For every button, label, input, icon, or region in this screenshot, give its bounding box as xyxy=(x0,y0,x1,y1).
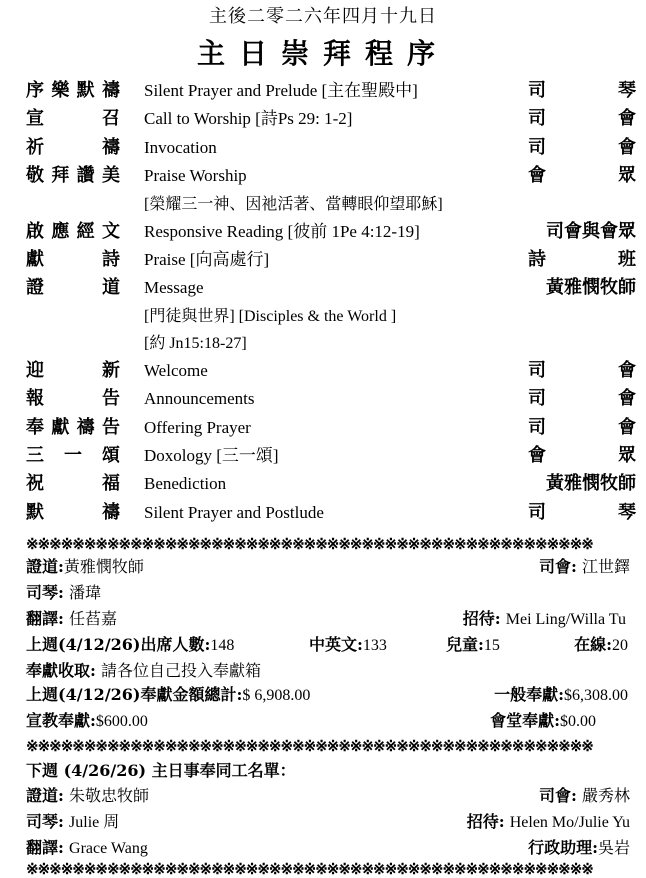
order-item-role xyxy=(528,499,636,527)
info-row-offering-note xyxy=(26,658,632,684)
order-item-desc: Responsive Reading [彼前 1Pe 4:12-19] xyxy=(144,221,420,241)
order-item xyxy=(26,442,636,470)
order-item-desc: Invocation xyxy=(144,137,217,157)
missions-offering-label: 宣教奉獻: xyxy=(26,711,96,730)
next-row-pianist-usher xyxy=(26,809,632,835)
order-item-role-char: 會 xyxy=(618,108,636,130)
bilingual-label: 中英文: xyxy=(309,635,363,654)
order-item-desc: Message xyxy=(144,278,204,298)
order-item-desc: Announcements xyxy=(144,389,255,409)
next-usher-value: Helen Mo/Julie Yu xyxy=(509,814,630,831)
online-value: 20 xyxy=(612,637,628,654)
children-label: 兒童: xyxy=(446,635,484,654)
children-value: 15 xyxy=(483,637,500,654)
offering-total-value: $ 6,908.00 xyxy=(242,687,311,704)
order-item-label xyxy=(26,470,120,498)
order-item xyxy=(26,414,636,442)
order-item-role-char: 司 xyxy=(528,388,546,410)
missions-offering-value: $600.00 xyxy=(95,713,148,730)
page-title: 主日崇拜程序 xyxy=(196,37,449,70)
order-item-role-char: 會 xyxy=(618,359,636,381)
next-host-label: 司會: xyxy=(538,786,577,805)
order-item-role xyxy=(528,414,636,442)
order-item-desc: Call to Worship [詩Ps 29: 1-2] xyxy=(144,109,353,129)
next-host-value: 嚴秀林 xyxy=(581,788,630,805)
sermon-value: 黃雅憫牧師 xyxy=(63,559,144,576)
order-item-label-char: 經 xyxy=(76,220,95,242)
order-item-role xyxy=(528,246,636,274)
order-item-label xyxy=(26,357,120,385)
order-item-label-char: 獻 xyxy=(26,248,44,270)
order-item-label-char: 告 xyxy=(102,388,120,410)
next-week-heading xyxy=(26,758,632,784)
order-item-label-char: 新 xyxy=(102,359,120,381)
order-item-label-char: 美 xyxy=(101,165,120,187)
separator: ※※※※※※※※※※※※※※※※※※※※※※※※※※※※※※※※※※※※※※※※※※※※※※※※※ xyxy=(26,860,593,878)
order-item-label-char: 序 xyxy=(26,80,44,101)
offering-total-label: 上週(4/12/26)奉獻金額總計: xyxy=(26,685,243,704)
separator: ※※※※※※※※※※※※※※※※※※※※※※※※※※※※※※※※※※※※※※※※※※※※※※※※※ xyxy=(26,737,593,755)
order-item-subline-text: [門徒與世界] [Disciples & the World ] xyxy=(144,307,397,325)
order-item-role xyxy=(528,385,636,413)
order-item-label-char: 禱 xyxy=(102,501,120,523)
order-item-label-char: 樂 xyxy=(51,80,70,101)
next-usher-label: 招待: xyxy=(466,812,505,831)
online-label: 在線: xyxy=(574,635,612,654)
order-item-label-char: 奉 xyxy=(26,416,44,438)
next-week-heading-text: 下週 (4/26/26) 主日事奉同工名單： xyxy=(26,761,296,780)
next-sermon-value: 朱敬忠牧師 xyxy=(69,788,150,805)
order-item-label-char: 讚 xyxy=(76,165,95,187)
info-row-translator-usher xyxy=(26,606,632,632)
order-item-label-char: 道 xyxy=(102,277,120,299)
order-item-subline-text: [榮耀三一神、因祂活著、當轉眼仰望耶穌] xyxy=(144,195,443,213)
order-item-role xyxy=(528,77,636,105)
info-row-sermon-host xyxy=(26,554,632,580)
order-item-label-char: 默 xyxy=(26,501,44,523)
order-item-role xyxy=(528,134,636,162)
next-translator-value: Grace Wang xyxy=(69,840,148,857)
order-item-role-char: 司 xyxy=(528,108,546,130)
order-item-role-char: 司 xyxy=(528,80,546,101)
order-item-label xyxy=(26,162,120,190)
order-item-label-char: 證 xyxy=(26,277,44,299)
order-item-label xyxy=(26,414,120,442)
order-item xyxy=(26,134,636,162)
order-item-label-char: 禱 xyxy=(102,136,120,158)
order-item-label-char: 詩 xyxy=(102,248,120,270)
translator-value: 任萏嘉 xyxy=(69,611,118,628)
order-item-label-char: 祝 xyxy=(26,473,44,495)
date-line: 主後二零二六年四月十九日 xyxy=(209,6,437,27)
order-item-role xyxy=(528,442,636,470)
order-item-role: 黃雅憫牧師 xyxy=(546,277,636,299)
order-item-label-char: 拜 xyxy=(51,165,70,187)
order-item-label xyxy=(26,134,120,162)
order-item-desc: Doxology [三一頌] xyxy=(144,445,279,465)
usher-label: 招待: xyxy=(462,609,501,628)
order-item-label xyxy=(26,499,120,527)
order-item-label xyxy=(26,77,120,105)
host-label: 司會: xyxy=(538,557,577,576)
order-item-label-char: 宣 xyxy=(26,108,44,130)
order-item-role-char: 會 xyxy=(528,444,546,466)
order-item xyxy=(26,105,636,133)
order-item-desc: Benediction xyxy=(144,474,227,494)
order-item-desc: Silent Prayer and Postlude xyxy=(144,502,324,522)
info-row-missions-building xyxy=(26,708,632,734)
order-item xyxy=(26,162,636,190)
order-item-role-char: 會 xyxy=(618,388,636,410)
order-item-label-char: 祈 xyxy=(26,136,44,158)
order-item-desc: Praise Worship xyxy=(144,166,247,186)
order-item-role-char: 詩 xyxy=(528,248,546,270)
order-item-label xyxy=(26,442,120,470)
order-item xyxy=(26,385,636,413)
pianist-value: 潘瑋 xyxy=(69,585,102,602)
order-item-label xyxy=(26,274,120,302)
general-offering-value: $6,308.00 xyxy=(564,687,628,704)
order-item xyxy=(26,470,636,498)
order-item-label-char: 文 xyxy=(101,220,120,242)
sermon-label: 證道: xyxy=(26,557,64,576)
order-item-label xyxy=(26,218,120,246)
order-item-label-char: 福 xyxy=(102,473,120,495)
order-item-label-char: 啟 xyxy=(26,220,44,242)
order-item-label-char: 頌 xyxy=(102,444,120,466)
order-item-role-char: 眾 xyxy=(618,165,636,187)
order-item-label-char: 三 xyxy=(26,444,44,466)
order-item-role-char: 琴 xyxy=(618,80,636,101)
order-item-role xyxy=(528,357,636,385)
order-item-label-char: 一 xyxy=(64,444,82,466)
order-item-role-char: 司 xyxy=(528,416,546,438)
offering-note-value: 請各位自己投入奉獻箱 xyxy=(101,663,262,680)
next-row-sermon-host xyxy=(26,783,632,809)
order-item-role-char: 司 xyxy=(528,501,546,523)
order-item-role-char: 會 xyxy=(528,165,546,187)
order-item-desc: Welcome xyxy=(144,360,208,380)
order-item-label-char: 應 xyxy=(51,220,70,242)
order-item-label-char: 迎 xyxy=(26,359,44,381)
order-item-role-char: 司 xyxy=(528,136,546,158)
order-item-label-char: 報 xyxy=(26,388,44,410)
attendance-value: 148 xyxy=(210,637,235,654)
order-item-role xyxy=(528,105,636,133)
order-item-role-char: 會 xyxy=(618,416,636,438)
next-row-translator-admin xyxy=(26,835,632,861)
order-item-role-char: 會 xyxy=(618,136,636,158)
order-item xyxy=(26,357,636,385)
order-item-label xyxy=(26,246,120,274)
info-row-offering-total xyxy=(26,682,632,708)
offering-note-label: 奉獻收取: xyxy=(26,661,96,680)
order-of-service xyxy=(26,77,636,527)
next-pianist-value: Julie 周 xyxy=(69,814,120,831)
order-item-label-char: 告 xyxy=(101,416,120,438)
info-row-attendance xyxy=(26,632,632,658)
order-item-label-char: 獻 xyxy=(51,416,70,438)
order-item xyxy=(26,499,636,527)
next-sermon-label: 證道: xyxy=(26,786,64,805)
order-item-subline xyxy=(26,303,636,330)
info-row-pianist xyxy=(26,580,632,606)
order-item-subline-text: [約 Jn15:18-27] xyxy=(144,334,247,352)
bilingual-value: 133 xyxy=(362,637,387,654)
order-item-desc: Offering Prayer xyxy=(144,417,251,437)
order-item-role-char: 琴 xyxy=(618,501,636,523)
order-item-subline xyxy=(26,191,636,218)
translator-label: 翻譯: xyxy=(26,609,64,628)
order-item xyxy=(26,218,636,246)
order-item-role-char: 司 xyxy=(528,359,546,381)
order-item-label-char: 召 xyxy=(102,108,120,130)
order-item-role: 司會與會眾 xyxy=(546,220,636,242)
next-admin-label: 行政助理: xyxy=(528,838,598,857)
building-offering-value: $0.00 xyxy=(560,713,596,730)
next-pianist-label: 司琴: xyxy=(26,812,64,831)
order-item-label xyxy=(26,385,120,413)
order-item-label xyxy=(26,105,120,133)
order-item-label-char: 禱 xyxy=(76,416,95,438)
separator: ※※※※※※※※※※※※※※※※※※※※※※※※※※※※※※※※※※※※※※※※※※※※※※※※※ xyxy=(26,535,593,553)
order-item-label-char: 敬 xyxy=(26,165,44,187)
order-item-label-char: 默 xyxy=(76,80,95,101)
order-item-desc: Silent Prayer and Prelude [主在聖殿中] xyxy=(144,81,418,100)
order-item-subline xyxy=(26,330,636,357)
order-item xyxy=(26,77,636,105)
pianist-label: 司琴: xyxy=(26,583,64,602)
attendance-label: 上週(4/12/26)出席人數: xyxy=(26,635,211,654)
order-item xyxy=(26,246,636,274)
next-translator-label: 翻譯: xyxy=(26,838,64,857)
order-item-role-char: 眾 xyxy=(618,444,636,466)
order-item-role xyxy=(528,162,636,190)
order-item-role-char: 班 xyxy=(618,248,636,270)
building-offering-label: 會堂奉獻: xyxy=(490,711,560,730)
usher-value: Mei Ling/Willa Tu xyxy=(505,611,626,628)
order-item-role: 黃雅憫牧師 xyxy=(546,473,636,495)
next-admin-value: 吳岩 xyxy=(597,840,630,857)
order-item xyxy=(26,274,636,302)
order-item-desc: Praise [向高處行] xyxy=(144,249,270,269)
order-item-label-char: 禱 xyxy=(101,80,120,101)
host-value: 江世鐸 xyxy=(581,559,630,576)
general-offering-label: 一般奉獻: xyxy=(494,685,564,704)
